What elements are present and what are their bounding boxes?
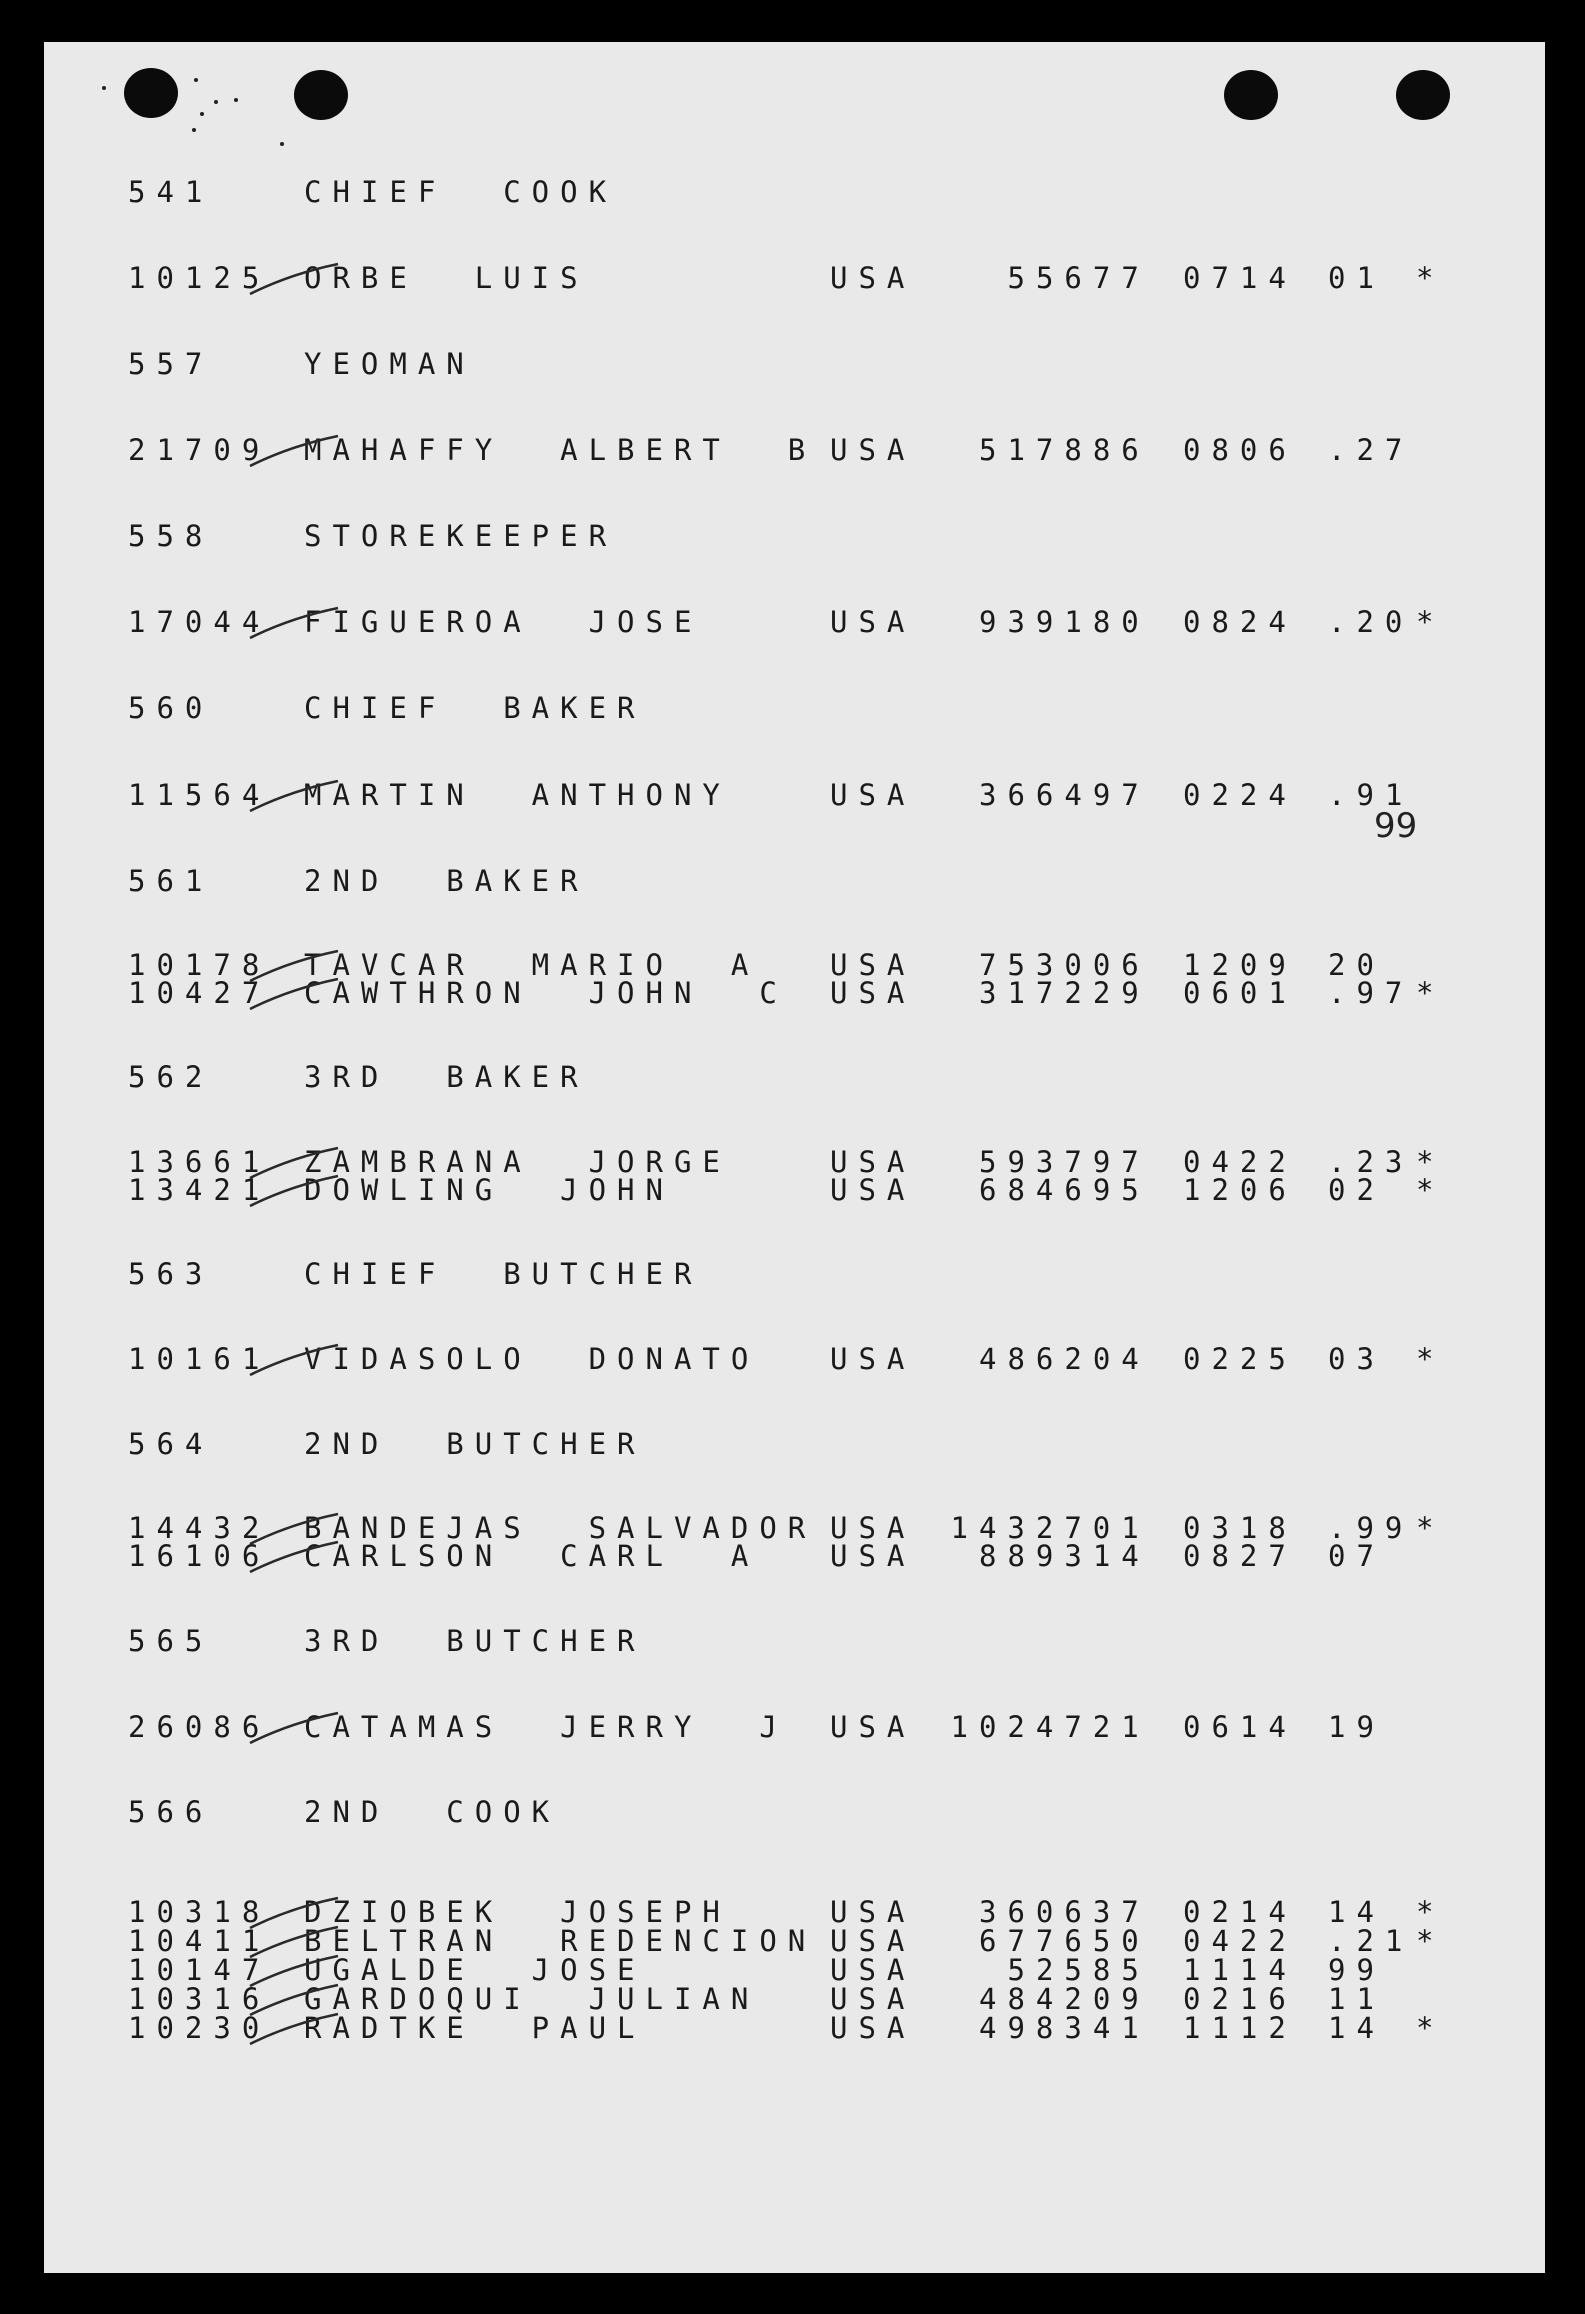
date-code: 0614 (1183, 1710, 1297, 1744)
section-title: CHIEF BUTCHER (304, 1257, 703, 1291)
section-title: CHIEF BAKER (304, 691, 646, 725)
certificate-number: 753006 (979, 948, 1150, 982)
section-title: 3RD BUTCHER (304, 1624, 646, 1658)
crew-row (0, 1339, 1585, 1379)
date-code: 0422 (1183, 1924, 1297, 1958)
certificate-number: 317229 (979, 976, 1150, 1010)
crew-number: 26086 (128, 1710, 271, 1744)
section-title: 2ND BAKER (304, 864, 589, 898)
crew-name: UGALDE JOSE (304, 1953, 646, 1987)
amount: .97 (1328, 976, 1414, 1010)
asterisk-mark: * (1416, 1895, 1445, 1929)
amount: 14 (1328, 1895, 1385, 1929)
certificate-number: 593797 (979, 1145, 1150, 1179)
section-header (0, 1621, 1585, 1661)
section-header (0, 861, 1585, 901)
date-code: 0422 (1183, 1145, 1297, 1179)
ink-speck (200, 112, 204, 116)
asterisk-mark: * (1416, 261, 1445, 295)
certificate-number: 486204 (979, 1342, 1150, 1376)
crew-number: 10125 (128, 261, 271, 295)
crew-name: VIDASOLO DONATO (304, 1342, 760, 1376)
crew-name: CATAMAS JERRY J (304, 1710, 788, 1744)
crew-number: 10427 (128, 976, 271, 1010)
crew-row (0, 775, 1585, 815)
section-code: 558 (128, 519, 214, 553)
asterisk-mark: * (1416, 2011, 1445, 2045)
date-code: 0824 (1183, 605, 1297, 639)
certificate-number: 677650 (979, 1924, 1150, 1958)
crew-row (0, 602, 1585, 642)
section-title: 3RD BAKER (304, 1060, 589, 1094)
amount: .23 (1328, 1145, 1414, 1179)
crew-number: 10230 (128, 2011, 271, 2045)
crew-name: BELTRAN REDENCION (304, 1924, 817, 1958)
ink-speck (234, 98, 238, 102)
amount: 02 (1328, 1173, 1385, 1207)
ink-speck (194, 78, 198, 82)
amount: .27 (1328, 433, 1414, 467)
date-code: 0216 (1183, 1982, 1297, 2016)
crew-number: 10161 (128, 1342, 271, 1376)
section-header (0, 1254, 1585, 1294)
ink-speck (102, 86, 106, 90)
amount: 01 (1328, 261, 1385, 295)
date-code: 1206 (1183, 1173, 1297, 1207)
certificate-number: 517886 (979, 433, 1150, 467)
date-code: 0714 (1183, 261, 1297, 295)
crew-name: ZAMBRANA JORGE (304, 1145, 731, 1179)
nationality: USA (830, 1173, 916, 1207)
crew-number: 10318 (128, 1895, 271, 1929)
section-header (0, 1057, 1585, 1097)
section-code: 563 (128, 1257, 214, 1291)
crew-row (0, 1170, 1585, 1210)
section-title: STOREKEEPER (304, 519, 618, 553)
date-code: 0225 (1183, 1342, 1297, 1376)
crew-number: 16106 (128, 1539, 271, 1573)
asterisk-mark: * (1416, 1173, 1445, 1207)
date-code: 0214 (1183, 1895, 1297, 1929)
certificate-number: 55677 (1007, 261, 1150, 295)
certificate-number: 1024721 (950, 1710, 1150, 1744)
date-code: 1114 (1183, 1953, 1297, 1987)
date-code: 0318 (1183, 1511, 1297, 1545)
punch-hole (1396, 70, 1450, 120)
section-title: 2ND BUTCHER (304, 1427, 646, 1461)
nationality: USA (830, 1982, 916, 2016)
amount: 20 (1328, 948, 1385, 982)
section-header (0, 516, 1585, 556)
section-header (0, 1424, 1585, 1464)
crew-number: 10316 (128, 1982, 271, 2016)
amount: 03 (1328, 1342, 1385, 1376)
amount: .20 (1328, 605, 1414, 639)
asterisk-mark: * (1416, 1342, 1445, 1376)
nationality: USA (830, 605, 916, 639)
punch-hole (294, 70, 348, 120)
crew-name: RADTKE PAUL (304, 2011, 646, 2045)
crew-row (0, 1536, 1585, 1576)
nationality: USA (830, 778, 916, 812)
crew-name: CARLSON CARL A (304, 1539, 760, 1573)
nationality: USA (830, 976, 916, 1010)
date-code: 0827 (1183, 1539, 1297, 1573)
certificate-number: 1432701 (950, 1511, 1150, 1545)
crew-name: GARDOQUI JULIAN (304, 1982, 760, 2016)
ink-speck (192, 128, 196, 132)
amount: 99 (1328, 1953, 1385, 1987)
punch-hole (124, 68, 178, 118)
crew-number: 13661 (128, 1145, 271, 1179)
section-code: 565 (128, 1624, 214, 1658)
handwritten-note: 99 (1374, 806, 1418, 846)
nationality: USA (830, 1342, 916, 1376)
crew-row (0, 258, 1585, 298)
crew-number: 10411 (128, 1924, 271, 1958)
date-code: 1112 (1183, 2011, 1297, 2045)
section-code: 564 (128, 1427, 214, 1461)
certificate-number: 52585 (1007, 1953, 1150, 1987)
certificate-number: 484209 (979, 1982, 1150, 2016)
date-code: 0224 (1183, 778, 1297, 812)
section-code: 561 (128, 864, 214, 898)
crew-number: 11564 (128, 778, 271, 812)
crew-name: MARTIN ANTHONY (304, 778, 731, 812)
amount: 19 (1328, 1710, 1385, 1744)
section-code: 541 (128, 175, 214, 209)
section-code: 557 (128, 347, 214, 381)
nationality: USA (830, 433, 916, 467)
nationality: USA (830, 1953, 916, 1987)
section-title: YEOMAN (304, 347, 475, 381)
certificate-number: 684695 (979, 1173, 1150, 1207)
crew-name: MAHAFFY ALBERT B (304, 433, 817, 467)
punch-hole (1224, 70, 1278, 120)
ink-speck (214, 100, 218, 104)
date-code: 0601 (1183, 976, 1297, 1010)
crew-name: FIGUEROA JOSE (304, 605, 703, 639)
ink-speck (280, 142, 284, 146)
nationality: USA (830, 1924, 916, 1958)
section-header (0, 172, 1585, 212)
section-code: 566 (128, 1795, 214, 1829)
amount: .99 (1328, 1511, 1414, 1545)
section-title: CHIEF COOK (304, 175, 618, 209)
nationality: USA (830, 1511, 916, 1545)
amount: 07 (1328, 1539, 1385, 1573)
crew-name: BANDEJAS SALVADOR (304, 1511, 817, 1545)
crew-row (0, 2008, 1585, 2048)
nationality: USA (830, 1895, 916, 1929)
crew-number: 10178 (128, 948, 271, 982)
amount: 11 (1328, 1982, 1385, 2016)
crew-name: CAWTHRON JOHN C (304, 976, 788, 1010)
certificate-number: 498341 (979, 2011, 1150, 2045)
nationality: USA (830, 2011, 916, 2045)
crew-row (0, 973, 1585, 1013)
asterisk-mark: * (1416, 1145, 1445, 1179)
crew-number: 14432 (128, 1511, 271, 1545)
crew-number: 13421 (128, 1173, 271, 1207)
certificate-number: 366497 (979, 778, 1150, 812)
asterisk-mark: * (1416, 1924, 1445, 1958)
crew-row (0, 1707, 1585, 1747)
section-title: 2ND COOK (304, 1795, 561, 1829)
nationality: USA (830, 261, 916, 295)
amount: .91 (1328, 778, 1414, 812)
section-code: 560 (128, 691, 214, 725)
date-code: 0806 (1183, 433, 1297, 467)
section-header (0, 688, 1585, 728)
section-code: 562 (128, 1060, 214, 1094)
amount: 14 (1328, 2011, 1385, 2045)
crew-name: DOWLING JOHN (304, 1173, 674, 1207)
nationality: USA (830, 1710, 916, 1744)
certificate-number: 360637 (979, 1895, 1150, 1929)
section-header (0, 344, 1585, 384)
asterisk-mark: * (1416, 976, 1445, 1010)
crew-name: ORBE LUIS (304, 261, 589, 295)
asterisk-mark: * (1416, 605, 1445, 639)
asterisk-mark: * (1416, 1511, 1445, 1545)
crew-name: DZIOBEK JOSEPH (304, 1895, 731, 1929)
section-header (0, 1792, 1585, 1832)
crew-name: TAVCAR MARIO A (304, 948, 760, 982)
nationality: USA (830, 1539, 916, 1573)
crew-number: 21709 (128, 433, 271, 467)
nationality: USA (830, 1145, 916, 1179)
date-code: 1209 (1183, 948, 1297, 982)
certificate-number: 939180 (979, 605, 1150, 639)
nationality: USA (830, 948, 916, 982)
certificate-number: 889314 (979, 1539, 1150, 1573)
amount: .21 (1328, 1924, 1414, 1958)
crew-number: 17044 (128, 605, 271, 639)
crew-number: 10147 (128, 1953, 271, 1987)
crew-row (0, 430, 1585, 470)
